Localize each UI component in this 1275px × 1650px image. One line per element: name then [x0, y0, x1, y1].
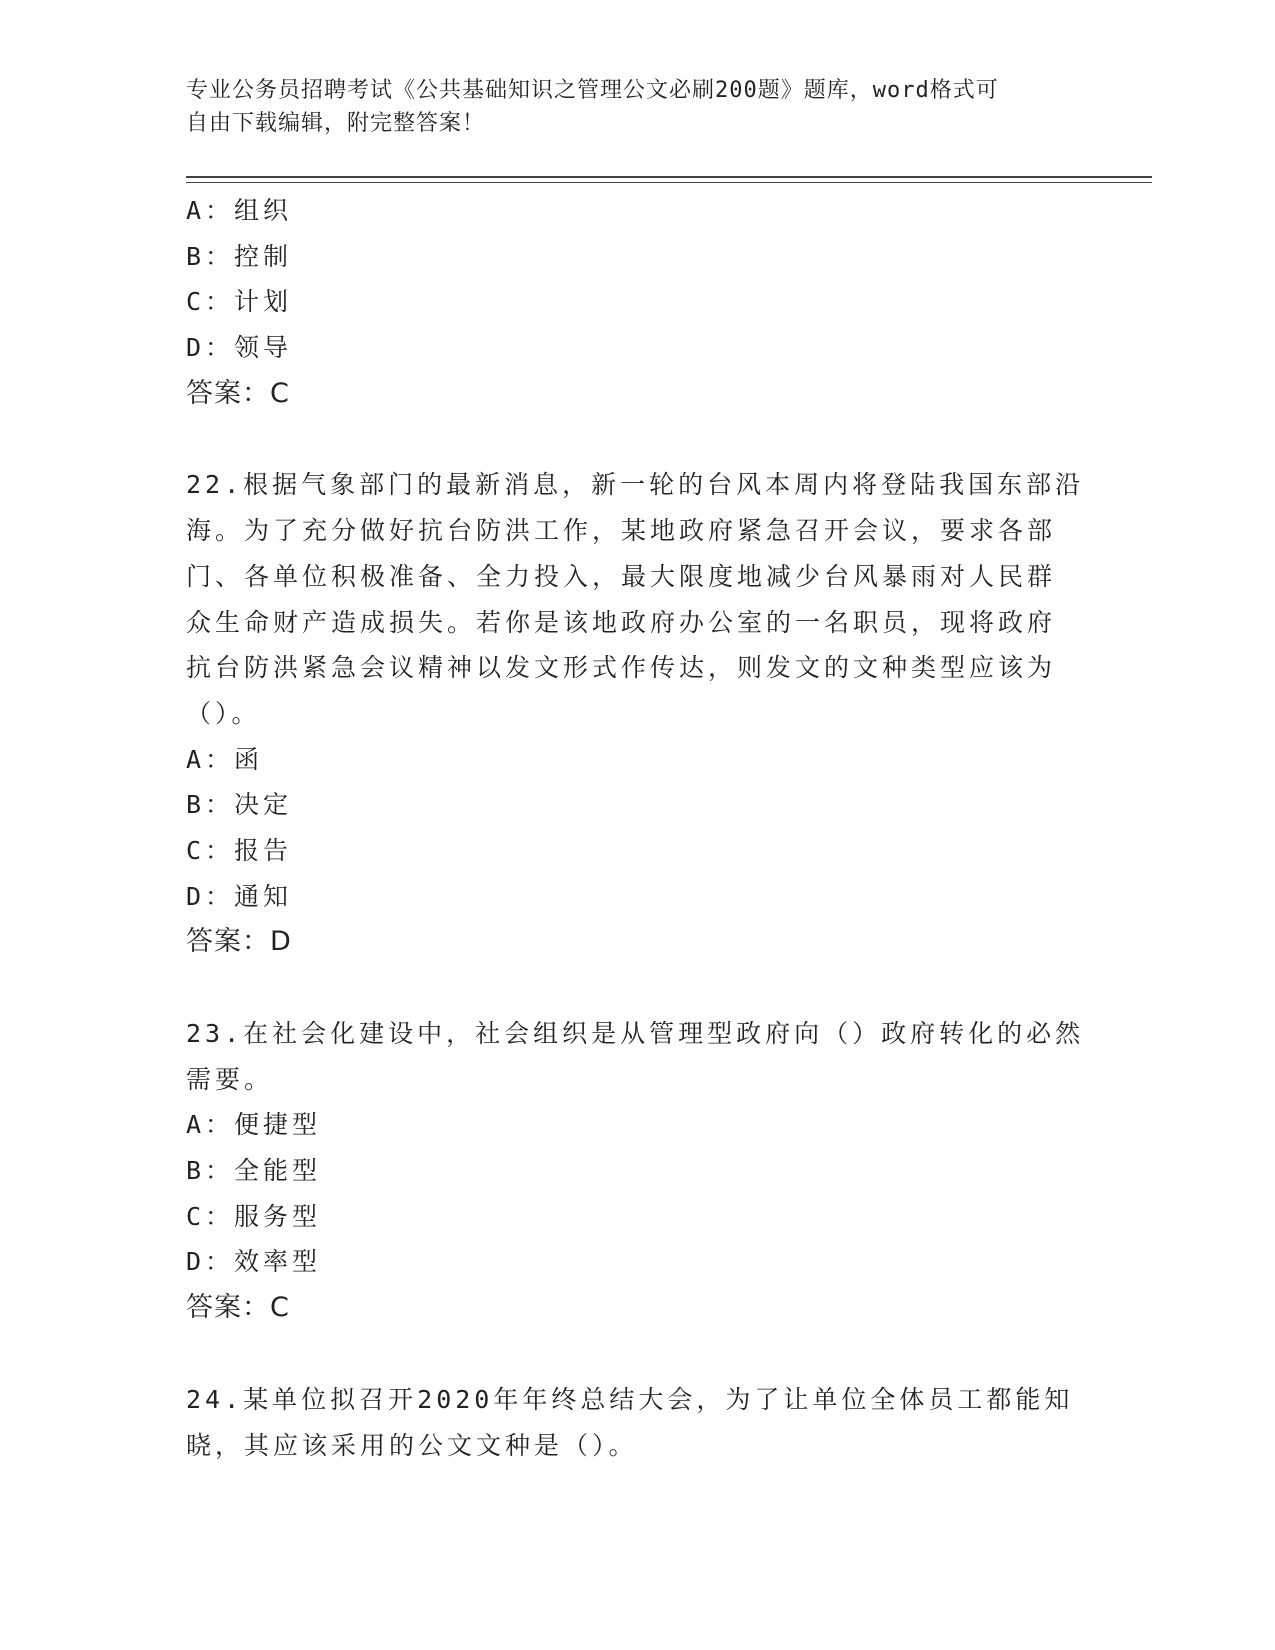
question-22	[186, 462, 1086, 965]
question-line: 22.根据气象部门的最新消息，新一轮的台风本周内将登陆我国东部沿	[186, 470, 1085, 500]
option-c: C：服务型	[186, 1201, 322, 1231]
answer: 答案：C	[186, 377, 290, 409]
option-d: D：领导	[186, 333, 293, 363]
question-text	[186, 1011, 1086, 1102]
document-header	[186, 74, 1086, 140]
question-23	[186, 1011, 1086, 1331]
question-24	[186, 1377, 1086, 1468]
question-line: （）。	[186, 698, 261, 728]
header-divider-thick	[186, 176, 1152, 178]
question-text	[186, 1377, 1086, 1468]
spacer	[186, 416, 1086, 462]
question-21	[186, 188, 1086, 416]
header-line-2: 自由下载编辑，附完整答案！	[186, 111, 486, 136]
answer: 答案：C	[186, 1292, 290, 1324]
spacer	[186, 1331, 1086, 1377]
header-line-1: 专业公务员招聘考试《公共基础知识之管理公文必刷200题》题库，word格式可	[186, 78, 999, 103]
option-b: B：控制	[186, 241, 293, 271]
option-b: B：全能型	[186, 1156, 322, 1186]
answer: 答案：D	[186, 926, 292, 958]
option-a: A：便捷型	[186, 1110, 322, 1140]
question-text	[186, 462, 1086, 736]
question-line: 海。为了充分做好抗台防洪工作，某地政府紧急召开会议，要求各部	[186, 516, 1057, 546]
question-content	[186, 188, 1086, 1468]
question-line: 门、各单位积极准备、全力投入，最大限度地减少台风暴雨对人民群	[186, 561, 1057, 591]
option-a: A：函	[186, 744, 264, 774]
question-line: 众生命财产造成损失。若你是该地政府办公室的一名职员，现将政府	[186, 607, 1057, 637]
option-b: B：决定	[186, 790, 293, 820]
question-line: 晓，其应该采用的公文文种是（）。	[186, 1430, 638, 1460]
header-divider-thin	[186, 182, 1152, 183]
question-line: 抗台防洪紧急会议精神以发文形式作传达，则发文的文种类型应该为	[186, 653, 1057, 683]
option-a: A：组织	[186, 196, 293, 225]
question-line: 需要。	[186, 1064, 274, 1094]
spacer	[186, 965, 1086, 1011]
option-c: C：报告	[186, 835, 293, 865]
option-d: D：通知	[186, 881, 293, 911]
option-d: D：效率型	[186, 1247, 322, 1277]
option-c: C：计划	[186, 287, 293, 317]
question-line: 24.某单位拟召开2020年年终总结大会，为了让单位全体员工都能知	[186, 1384, 1074, 1414]
question-line: 23.在社会化建设中，社会组织是从管理型政府向（）政府转化的必然	[186, 1019, 1085, 1048]
